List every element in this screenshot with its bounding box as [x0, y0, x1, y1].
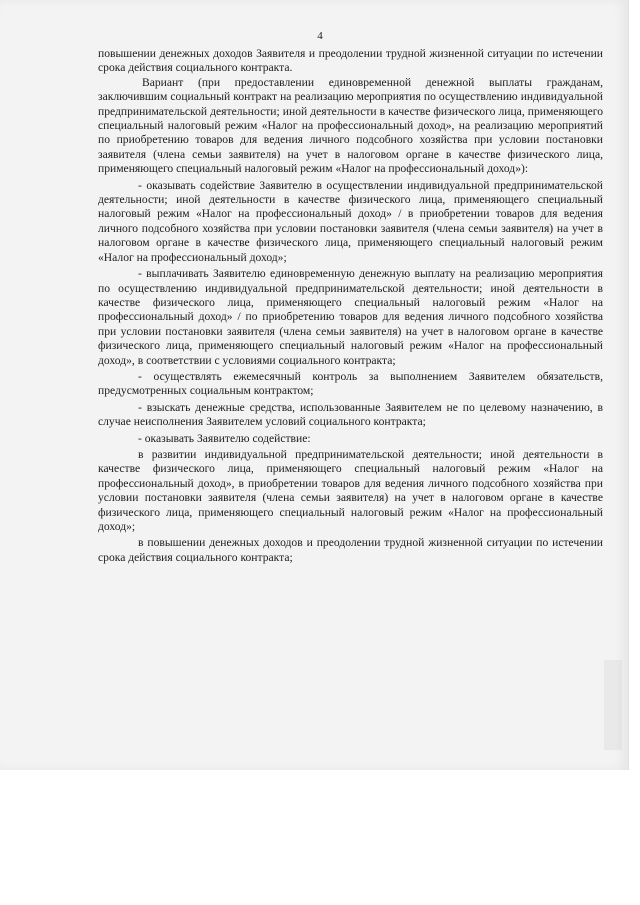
list-item-support: - оказывать Заявителю содействие:	[138, 431, 311, 445]
list-item-payment: - выплачивать Заявителю единовременную денежную выплату на реализацию мероприятия по осуществлению индивидуальной предпринимательской деятельности; иной деятельности в качестве физического лица, применяющего специальный налоговый режим «Налог на профессиональный доход» / по приобретению товаров для ведения личного подсобного хозяйства при условии постановки заявителя (члена семьи заявителя) на учет в налоговом органе в качестве физического лица, применяющего специальный налоговый режим «Налог на профессиональный доход», в соответствии с условиями социального контракта;	[98, 267, 603, 367]
list-item-control: - осуществлять ежемесячный контроль за выполнением Заявителем обязательств, предусмотренных социальным контрактом;	[98, 369, 603, 398]
paragraph-development: в развитии индивидуальной предпринимательской деятельности; иной деятельности в качестве физического лица, применяющего специальный налоговый режим «Налог на профессиональный доход», в приобретении товаров для ведения личного подсобного хозяйства при условии постановки заявителя (члена семьи заявителя) на учет в налоговом органе в качестве физического лица, применяющего специальный налоговый режим «Налог на профессиональный доход»;	[98, 447, 603, 533]
paragraph-income: в повышении денежных доходов и преодолении трудной жизненной ситуации по истечении срока действия социального контракта;	[98, 536, 603, 564]
page-number: 4	[317, 30, 323, 42]
paragraph-variant: Вариант (при предоставлении единовременной денежной выплаты гражданам, заключившим социальный контракт на реализацию мероприятия по осуществлению индивидуальной предпринимательской деятельности; иной деятельности в качестве физического лица, применяющего специальный налоговый режим «Налог на профессиональный доход», на реализацию мероприятий по приобретению товаров для ведения личного подсобного хозяйства при условии постановки заявителя (члена семьи заявителя) на учет в налоговом органе в качестве физического лица, применяющего специальный налоговый режим «Налог на профессиональный доход»):	[98, 75, 603, 176]
list-item-recovery: - взыскать денежные средства, использованные Заявителем не по целевому назначению, в случае неисполнения Заявителем условий социального контракта;	[98, 400, 603, 429]
document-body	[98, 47, 603, 565]
paragraph-continuation: повышении денежных доходов Заявителя и преодолении трудной жизненной ситуации по истечении срока действия социального контракта.	[98, 47, 603, 75]
list-item-assist: - оказывать содействие Заявителю в осуществлении индивидуальной предпринимательской деятельности; иной деятельности в качестве физического лица, применяющего специальный налоговый режим «Налог на профессиональный доход» / в приобретении товаров для ведения личного подсобного хозяйства при условии постановки заявителя (члена семьи заявителя) на учет в налоговом органе в качестве физического лица, применяющего специальный налоговый режим «Налог на профессиональный доход»;	[98, 178, 603, 264]
